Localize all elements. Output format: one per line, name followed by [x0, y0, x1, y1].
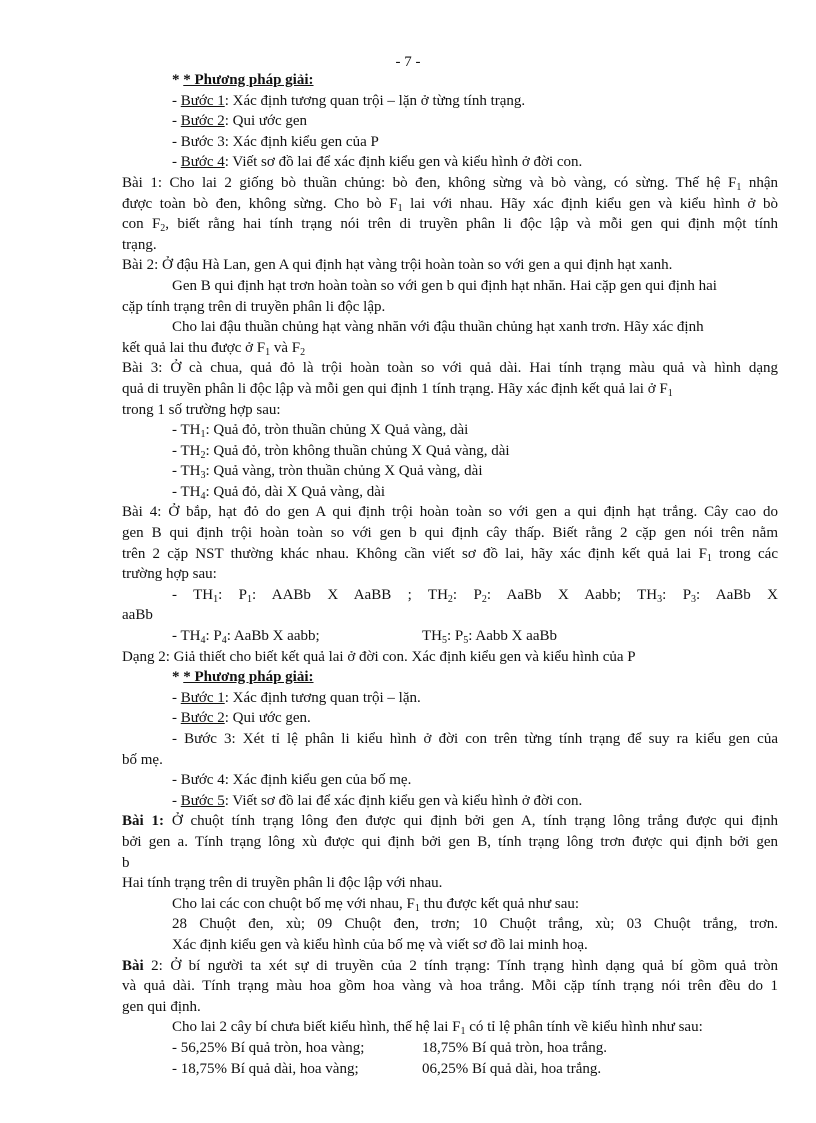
exercise-2-line-4: Cho lai đậu thuần chủng hạt vàng nhăn với đậu thuần chủng hạt xanh trơn. Hãy xác định [172, 319, 704, 336]
exercise-1-line-4: trạng. [122, 236, 157, 253]
example-1-line-4: Hai tính trạng trên di truyền phân li độc lập với nhau. [122, 875, 443, 892]
example-2-line-2: và quả dài. Tính trạng màu hoa gồm hoa vàng và hoa trắng. Mỗi cặp tính trạng nói trên đều do 1 [122, 978, 778, 995]
method-heading-text: * * Phương pháp giải: [172, 72, 314, 88]
case-2: - $TH_2$: Quả đỏ, tròn không thuần chủng X Quả vàng, dài [172, 442, 510, 461]
exercise-3-line-1: Bài 3: Ở cà chua, quả đỏ là trội hoàn toàn so với quả dài. Hai tính trạng màu quả và hình dạng [122, 360, 778, 377]
case-1: - $TH_1$: Quả đỏ, tròn thuần chủng X Quả vàng, dài [172, 422, 469, 441]
exercise-4-line-1: Bài 4: Ở bắp, hạt đỏ do gen A qui định trội hoàn toàn so với gen a qui định hạt trắng. Cây cao do [122, 504, 778, 521]
exercise-1-line-2: được toàn bò đen, không sừng. Cho bò $F_1$ lai với nhau. Hãy xác định kiểu gen và kiểu hình ở bò [122, 195, 778, 214]
example-2-line-4: Cho lai 2 cây bí chưa biết kiểu hình, thế hệ lai $F_1$ có tỉ lệ phân tính về kiểu hình như sau: [172, 1019, 703, 1038]
case-4: - $TH_4$: Quả đỏ, dài X Quả vàng, dài [172, 483, 386, 502]
exercise-4-line-4: trường hợp sau: [122, 566, 217, 583]
example-1-line-3: b [122, 854, 130, 871]
step-4: - Bước 4: Viết sơ đồ lai để xác định kiểu gen và kiểu hình ở đời con. [172, 154, 583, 171]
example-2-line-1: Bài 2: Ở bí người ta xét sự di truyền của 2 tính trạng: Tính trạng hình dạng quả bí gồm quả tròn [122, 957, 778, 974]
d2-step-1: - Bước 1: Xác định tương quan trội – lặn. [172, 689, 421, 706]
d2-step-2: - Bước 2: Qui ước gen. [172, 710, 311, 727]
example-2-line-3: gen qui định. [122, 998, 201, 1015]
result-item: 09 Chuột đen, trơn; [317, 916, 460, 933]
exercise-1-line-3: con $F_2$, biết rằng hai tính trạng nói trên di truyền phân li độc lập và mỗi gen qui định một tính [122, 216, 779, 235]
example-1-line-7: Xác định kiểu gen và kiểu hình của bố mẹ và viết sơ đồ lai minh hoạ. [172, 936, 588, 953]
d2-step-3-wrap: bố mẹ. [122, 751, 163, 768]
d2-step-5: - Bước 5: Viết sơ đồ lai để xác định kiểu gen và kiểu hình ở đời con. [172, 792, 583, 809]
exercise-2-line-3: cặp tính trạng trên di truyền phân li độc lập. [122, 298, 386, 315]
result-item: 03 Chuột trắng, trơn. [626, 916, 779, 933]
method-heading-2: * * Phương pháp giải: [172, 669, 314, 686]
exercise-3-line-2: quả di truyền phân li độc lập và mỗi gen qui định 1 tính trạng. Hãy xác định kết quả lai ở $F_1$ [122, 380, 673, 399]
case-3: - $TH_3$: Quả vàng, tròn thuần chủng X Quả vàng, dài [172, 463, 483, 482]
exercise-2-line-5: kết quả lai thu được ở $F_1$ và $F_2$ [122, 339, 306, 358]
exercise-3-line-3: trong 1 số trường hợp sau: [122, 401, 281, 418]
case-th2: $TH_2$: $P_2$: AaBb X Aabb; [427, 586, 622, 605]
exercise-4-line-2: gen B qui định trội hoàn toàn so với gen b qui định cây thấp. Biết rằng 2 cặp gen nói trên nằm [122, 525, 778, 542]
exercise-1-line-1: Bài 1: Cho lai 2 giống bò thuần chủng: bò đen, không sừng và bò vàng, có sừng. Thế hệ $F_1$ nhận [122, 174, 778, 193]
case-th3: $TH_3$: $P_3$: AaBb X [637, 586, 778, 605]
exercise-2-line-1: Bài 2: Ở đậu Hà Lan, gen A qui định hạt vàng trội hoàn toàn so với gen a qui định hạt xanh. [122, 257, 673, 274]
example-1-line-1: Bài 1: Ở chuột tính trạng lông đen được qui định bởi gen A, tính trạng lông trắng được qui định [122, 813, 779, 830]
d2-step-4: - Bước 4: Xác định kiểu gen của bố mẹ. [172, 772, 412, 789]
example-2-ratio-row-2: - 18,75% Bí quả dài, hoa vàng; 06,25% Bí quả dài, hoa trắng. [172, 1060, 602, 1077]
exercise-4-cases-wrap: aaBb [122, 607, 153, 624]
exercise-4-line-3: trên 2 cặp NST thường khác nhau. Không cần viết sơ đồ lai, hãy xác định kết quả lai $F_1$ trong các [122, 545, 778, 564]
result-item: 10 Chuột trắng, xù; [472, 916, 615, 933]
section-dang-2-title: Dạng 2: Giả thiết cho biết kết quả lai ở đời con. Xác định kiểu gen và kiểu hình của P [122, 648, 636, 665]
page-number: - 7 - [395, 54, 421, 70]
case-th1: - $TH_1$: $P_1$: AABb X AaBB ; [172, 586, 412, 605]
example-1-results [122, 914, 778, 935]
exercise-2-line-2: Gen B qui định hạt trơn hoàn toàn so với gen b qui định hạt nhăn. Hai cặp gen qui định hai [172, 277, 717, 294]
step-2: - Bước 2: Qui ước gen [172, 113, 308, 130]
case-th4: - $TH_4$: $P_4$: AaBb X aabb; [172, 628, 320, 647]
case-th5: $TH_5$: $P_5$: Aabb X aaBb [422, 628, 557, 647]
example-1-line-5: Cho lai các con chuột bố mẹ với nhau, $F_1$ thu được kết quả như sau: [172, 895, 580, 914]
result-item: 28 Chuột đen, xù; [172, 916, 306, 933]
d2-step-3: - Bước 3: Xét tỉ lệ phân li kiểu hình ở đời con trên từng tính trạng để suy ra kiểu gen của [172, 731, 778, 747]
exercise-4-cases-row-1 [122, 585, 778, 606]
step-3: - Bước 3: Xác định kiểu gen của P [172, 133, 379, 150]
step-1: - Bước 1: Xác định tương quan trội – lặn ở từng tính trạng. [172, 92, 526, 109]
exercise-4-cases-row-2 [122, 626, 778, 647]
content [122, 70, 778, 1079]
example-2-ratio-row-1: - 56,25% Bí quả tròn, hoa vàng; 18,75% Bí quả tròn, hoa trắng. [172, 1039, 607, 1056]
example-1-line-2: bởi gen a. Tính trạng lông xù được qui định bởi gen B, tính trạng lông trơn được qui định bởi gen [122, 833, 778, 850]
method-heading-1 [122, 70, 778, 91]
